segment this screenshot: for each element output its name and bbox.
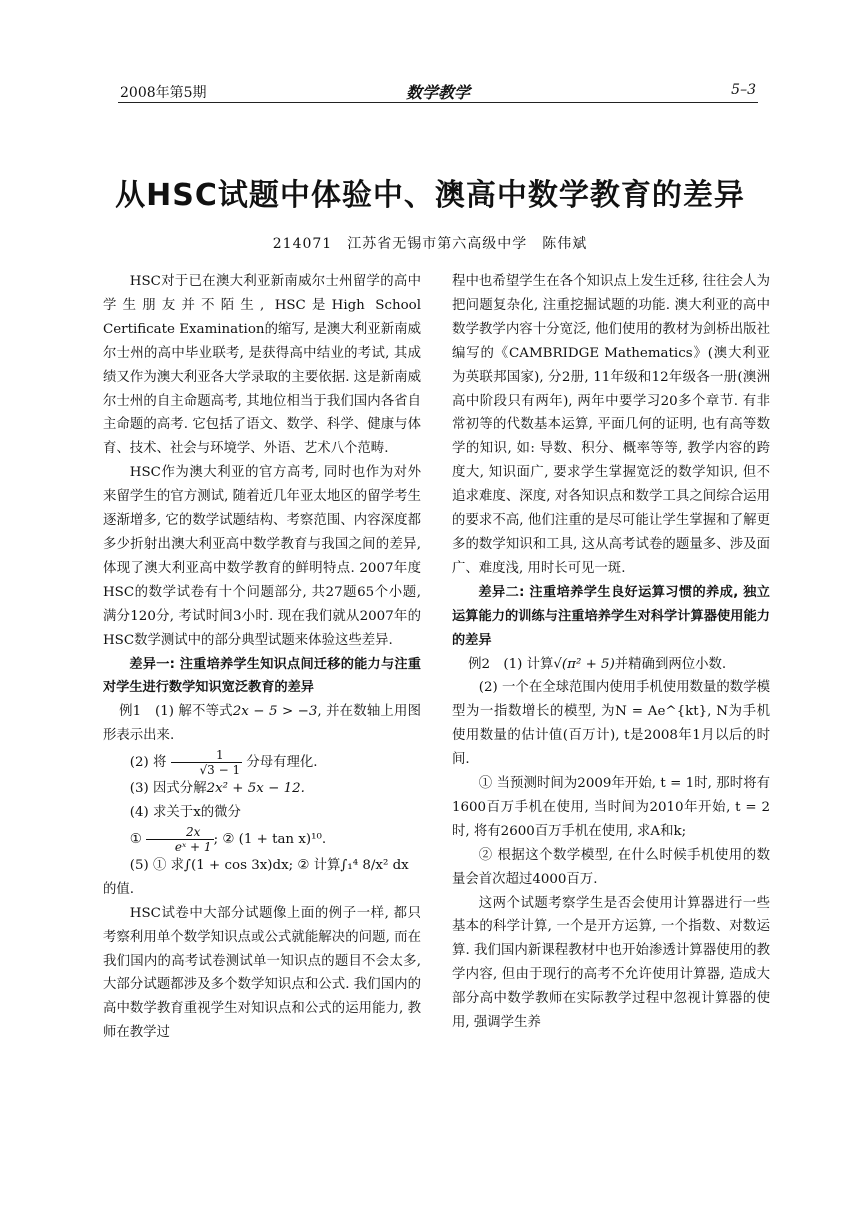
- paragraph: HSC作为澳大利亚的官方高考, 同时也作为对外来留学生的官方测试, 随着近几年亚太地区的留学考生逐渐增多, 它的数学试题结构、考察范围、内容深度都多少折射出澳大利亚高中数学教育与我国之间的差异, 体现了澳大利亚高中数学教育的鲜明特点. 2007年度HSC的数学试卷有十个问题部分, 共27题65个小题, 满分120分, 考试时间3小时. 现在我们就从2007年的HSC数学测试中的部分典型试题来体验这些差异.: [103, 465, 421, 648]
- example-line: (2) 将 $\frac{1}{√3 - 1}$ 分母有理化.: [129, 748, 318, 778]
- running-header: [118, 82, 758, 103]
- example-line: ② 根据这个数学模型, 在什么时候手机使用的数量会首次超过4000百万.: [452, 847, 770, 887]
- example-line: (2) 一个在全球范围内使用手机使用数量的数学模型为一指数增长的模型, 为N = Ae^{kt}, N为手机使用数量的估计值(百万计), t是2008年1月以后的时间.: [452, 680, 770, 768]
- article-title: 从HSC试题中体验中、澳高中数学教育的差异: [115, 178, 745, 213]
- example-line: 例2 (1) 计算√(π² + 5)并精确到两位小数.: [468, 656, 727, 672]
- section-heading: 差异一: 注重培养学生知识点间迁移的能力与注重对学生进行数学知识宽泛教育的差异: [103, 656, 421, 696]
- paragraph: HSC对于已在澳大利亚新南威尔士州留学的高中学生朋友并不陌生, HSC是High School Certificate Examination的缩写, 是澳大利亚新南威尔士州的高中毕业联考, 是获得高中结业的考试, 其成绩又作为澳大利亚各大学录取的主要依据. 这是新南威尔士州的自主命题高考, 其地位相当于我们国内各省自主命题的高考. 它包括了语文、数学、科学、健康与体育、技术、社会与环境学、外语、艺术八个范畴.: [103, 274, 421, 457]
- section-heading: 差异二: 注重培养学生良好运算习惯的养成, 独立运算能力的训练与注重培养学生对科学计算器使用能力的差异: [452, 584, 770, 648]
- example-line: 的值.: [103, 881, 135, 897]
- right-column: [452, 270, 770, 1035]
- example-line: (4) 求关于x的微分: [129, 805, 241, 821]
- paragraph: 程中也希望学生在各个知识点上发生迁移, 往往会人为把问题复杂化, 注重挖掘试题的功能. 澳大利亚的高中数学教学内容十分宽泛, 他们使用的教材为剑桥出版社编写的《CAMBRIDGE Mathematics》(澳大利亚为英联邦国家), 分2册, 11年级和12年级各一册(澳洲高中阶段只有两年), 两年中要学习20多个章节. 有非常初等的代数基本运算, 平面几何的证明, 也有高等数学的知识, 如: 导数、积分、概率等等, 教学内容的跨度大, 知识面广, 要求学生掌握宽泛的数学知识, 但不追求难度、深度, 对各知识点和数学工具之间综合运用的要求不高, 他们注重的是尽可能让学生掌握和了解更多的数学知识和工具, 这从高考试卷的题量多、涉及面广、难度浅, 用时长可见一斑.: [452, 274, 770, 576]
- page-number: 5–3: [731, 82, 756, 98]
- example-line: (5) ① 求∫(1 + cos 3x)dx; ② 计算∫₁⁴ 8/x² dx: [129, 857, 409, 873]
- example-line: 例1 (1) 解不等式2x − 5 > −3, 并在数轴上用图形表示出来.: [103, 704, 421, 744]
- fraction: $\frac{2x}{\text{eˣ + 1}}$: [146, 825, 213, 854]
- example-line: (3) 因式分解2x² + 5x − 12.: [129, 781, 305, 797]
- example-line: ① 当预测时间为2009年开始, t = 1时, 那时将有1600百万手机在使用, 当时间为2010年开始, t = 2时, 将有2600百万手机在使用, 求A和k;: [452, 776, 770, 839]
- author-line: 214071 江苏省无锡市第六高级中学 陈伟斌: [272, 236, 588, 252]
- paragraph: HSC试卷中大部分试题像上面的例子一样, 都只考察利用单个数学知识点或公式就能解决的问题, 而在我们国内的高考试卷测试单一知识点的题目不会太多, 大部分试题都涉及多个数学知识点和公式. 我们国内的高中数学教育重视学生对知识点和公式的运用能力, 教师在教学过: [103, 905, 421, 1041]
- fraction: $\frac{1}{√3 - 1}$: [171, 748, 242, 777]
- left-column: [103, 270, 421, 1045]
- example-line: ① $\frac{2x}{\text{eˣ + 1}}$ ; ② (1 + tan x)¹⁰.: [129, 824, 327, 854]
- paragraph: 这两个试题考察学生是否会使用计算器进行一些基本的科学计算, 一个是开方运算, 一个指数、对数运算. 我们国内新课程教材中也开始渗透计算器使用的教学内容, 但由于现行的高考不允许使用计算器, 造成大部分高中数学教师在实际教学过程中忽视计算器的使用, 强调学生养: [452, 895, 770, 1031]
- issue-label: 2008年第5期: [120, 85, 207, 101]
- journal-name: 数学教学: [405, 83, 470, 102]
